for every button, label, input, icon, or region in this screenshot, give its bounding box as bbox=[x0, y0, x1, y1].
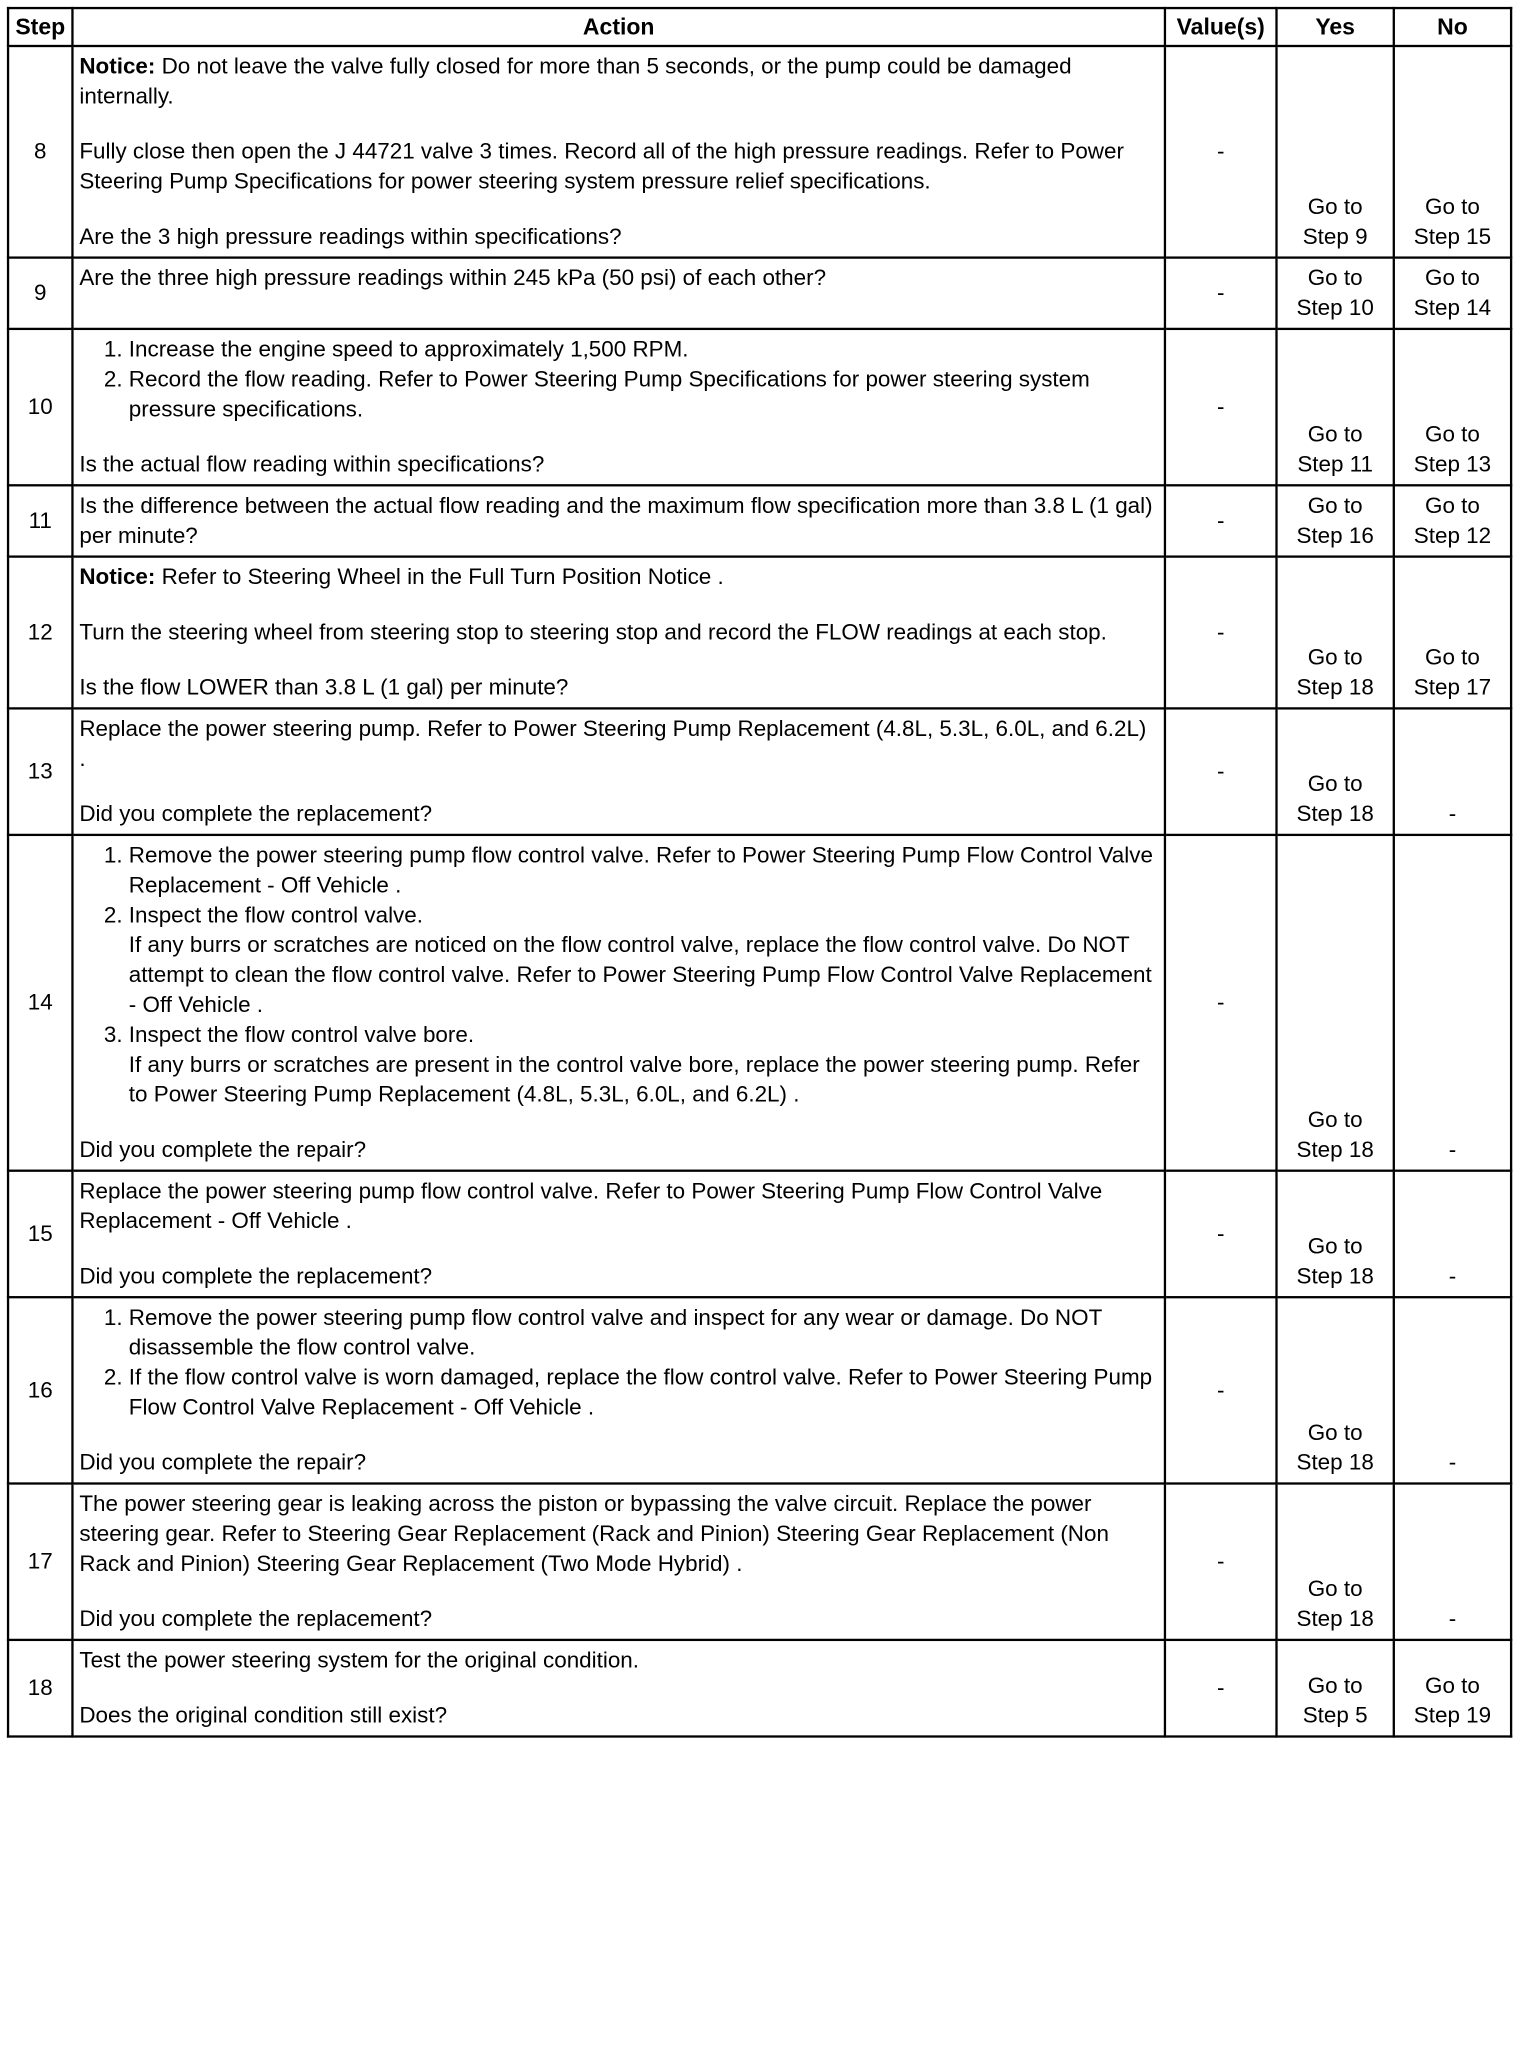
diagnostic-table bbox=[7, 7, 1512, 1738]
step-number: 8 bbox=[8, 46, 72, 258]
yes-go: Go to bbox=[1307, 1233, 1363, 1260]
yes-cell bbox=[1277, 329, 1394, 485]
value-cell: - bbox=[1165, 708, 1277, 835]
action-cell bbox=[72, 557, 1165, 709]
list-item: 1. Remove the power steering pump flow control valve and inspect for any wear or damage. Do NOT disassemble the flow control valve. bbox=[129, 1303, 1158, 1363]
no-step-link[interactable]: Step 19 bbox=[1413, 1703, 1492, 1729]
no-go: Go to bbox=[1425, 1673, 1480, 1699]
list-item: 1. Increase the engine speed to approximately 1,500 RPM. bbox=[129, 335, 1158, 365]
yes-go: Go to bbox=[1307, 1420, 1363, 1446]
action-question: Did you complete the repair? bbox=[79, 1450, 367, 1476]
yes-step-link[interactable]: Step 11 bbox=[1297, 451, 1373, 478]
value-cell: - bbox=[1165, 557, 1277, 709]
table-row bbox=[8, 708, 1511, 835]
value-cell: - bbox=[1165, 485, 1277, 556]
yes-cell bbox=[1277, 258, 1394, 329]
no-cell bbox=[1394, 485, 1511, 556]
yes-go: Go to bbox=[1307, 422, 1363, 448]
step-number: 17 bbox=[8, 1484, 72, 1640]
list-item-line: Inspect the flow control valve bore. bbox=[128, 1022, 475, 1048]
step-number: 13 bbox=[8, 708, 72, 835]
action-question: Is the flow LOWER than 3.8 L (1 gal) per minute? bbox=[79, 675, 569, 701]
step-number: 10 bbox=[8, 329, 72, 485]
value-cell: - bbox=[1165, 46, 1277, 258]
action-cell bbox=[72, 1640, 1165, 1737]
header-values: Value(s) bbox=[1165, 8, 1277, 46]
action-text: The power steering gear is leaking across the piston or bypassing the valve circuit. Replace the power steering gear. Refer to Steering Gear Replacement (Rack and Pinion) Steering Gear Replacement (Non Rack and Pinion) Steering Gear Replacement (Two Mode Hybrid) . bbox=[79, 1491, 1109, 1577]
value-cell: - bbox=[1165, 1640, 1277, 1737]
action-cell bbox=[72, 258, 1165, 329]
step-number: 9 bbox=[8, 258, 72, 329]
action-cell bbox=[72, 1171, 1165, 1298]
yes-cell bbox=[1277, 557, 1394, 709]
yes-go: Go to bbox=[1307, 493, 1363, 519]
action-question: Are the 3 high pressure readings within specifications? bbox=[79, 224, 622, 250]
header-row bbox=[8, 8, 1511, 46]
action-text: Turn the steering wheel from steering stop to steering stop and record the FLOW readings at each stop. bbox=[79, 619, 1107, 646]
no-cell bbox=[1394, 329, 1511, 485]
action-question: Did you complete the replacement? bbox=[79, 1606, 433, 1632]
header-step: Step bbox=[8, 8, 72, 46]
yes-step-link[interactable]: Step 18 bbox=[1296, 1263, 1374, 1290]
step-number: 11 bbox=[8, 485, 72, 556]
yes-go: Go to bbox=[1307, 645, 1363, 671]
yes-step-link[interactable]: Step 16 bbox=[1296, 523, 1374, 549]
notice-label: Notice: bbox=[79, 564, 156, 590]
yes-cell bbox=[1277, 46, 1394, 258]
yes-step-link[interactable]: Step 5 bbox=[1302, 1703, 1368, 1729]
no-cell: - bbox=[1394, 708, 1511, 835]
table-row bbox=[8, 557, 1511, 709]
step-number: 15 bbox=[8, 1171, 72, 1298]
action-question: Did you complete the replacement? bbox=[79, 801, 433, 827]
header-yes: Yes bbox=[1277, 8, 1394, 46]
no-step-link[interactable]: Step 13 bbox=[1413, 451, 1492, 478]
no-go: Go to bbox=[1425, 194, 1480, 220]
yes-go: Go to bbox=[1307, 1576, 1363, 1602]
step-number: 16 bbox=[8, 1297, 72, 1483]
step-number: 12 bbox=[8, 557, 72, 709]
yes-cell bbox=[1277, 485, 1394, 556]
value-cell: - bbox=[1165, 1484, 1277, 1640]
no-go: Go to bbox=[1425, 422, 1480, 448]
action-question: Is the actual flow reading within specifications? bbox=[79, 451, 545, 478]
header-no: No bbox=[1394, 8, 1511, 46]
action-text: Test the power steering system for the original condition. bbox=[79, 1647, 640, 1674]
action-list bbox=[79, 1303, 1158, 1423]
value-cell: - bbox=[1165, 329, 1277, 485]
no-go: Go to bbox=[1425, 493, 1480, 519]
action-question: Does the original condition still exist? bbox=[79, 1703, 448, 1729]
action-cell bbox=[72, 835, 1165, 1171]
yes-cell bbox=[1277, 708, 1394, 835]
action-cell bbox=[72, 1484, 1165, 1640]
table-row bbox=[8, 329, 1511, 485]
yes-step-link[interactable]: Step 10 bbox=[1296, 295, 1374, 321]
table-row bbox=[8, 1297, 1511, 1483]
yes-go: Go to bbox=[1307, 265, 1363, 291]
step-number: 18 bbox=[8, 1640, 72, 1737]
value-cell: - bbox=[1165, 1171, 1277, 1298]
notice bbox=[79, 562, 1158, 592]
list-item bbox=[129, 1020, 1158, 1110]
no-go: Go to bbox=[1425, 265, 1480, 291]
yes-step-link[interactable]: Step 18 bbox=[1296, 1450, 1374, 1476]
no-cell: - bbox=[1394, 1484, 1511, 1640]
no-step-link[interactable]: Step 15 bbox=[1413, 224, 1492, 250]
list-item-line: Inspect the flow control valve. bbox=[128, 902, 423, 929]
action-text: Replace the power steering pump. Refer to Power Steering Pump Replacement (4.8L, 5.3L, 6.0L, and 6.2L) . bbox=[79, 716, 1147, 772]
action-cell bbox=[72, 329, 1165, 485]
action-cell bbox=[72, 1297, 1165, 1483]
notice-text: Do not leave the valve fully closed for more than 5 seconds, or the pump could be damaged internally. bbox=[79, 54, 1072, 110]
no-cell: - bbox=[1394, 1171, 1511, 1298]
no-cell bbox=[1394, 557, 1511, 709]
action-list bbox=[79, 841, 1158, 1110]
action-question: Are the three high pressure readings within 245 kPa (50 psi) of each other? bbox=[79, 265, 827, 291]
no-step-link[interactable]: Step 12 bbox=[1413, 523, 1492, 549]
no-cell: - bbox=[1394, 1297, 1511, 1483]
yes-cell bbox=[1277, 1484, 1394, 1640]
action-question: Did you complete the replacement? bbox=[79, 1263, 433, 1290]
no-cell bbox=[1394, 258, 1511, 329]
table-row bbox=[8, 1171, 1511, 1298]
notice-text: Refer to Steering Wheel in the Full Turn Position Notice . bbox=[161, 564, 724, 590]
yes-cell bbox=[1277, 1297, 1394, 1483]
table-row bbox=[8, 46, 1511, 258]
yes-step-link[interactable]: Step 18 bbox=[1296, 1606, 1374, 1632]
header-action: Action bbox=[72, 8, 1165, 46]
action-question: Is the difference between the actual flow reading and the maximum flow specification more than 3.8 L (1 gal) per minute? bbox=[79, 493, 1153, 549]
no-cell: - bbox=[1394, 835, 1511, 1171]
action-list bbox=[79, 335, 1158, 425]
table-row bbox=[8, 1640, 1511, 1737]
yes-go: Go to bbox=[1307, 194, 1363, 220]
list-item-sub: If any burrs or scratches are noticed on the flow control valve, replace the flow control valve. Do NOT attempt to clean the flow control valve. Refer to Power Steering Pump Flow Control Valve Replacement - Off Vehicle . bbox=[128, 932, 1152, 1018]
no-step-link[interactable]: Step 14 bbox=[1413, 295, 1492, 321]
yes-cell bbox=[1277, 1171, 1394, 1298]
no-cell bbox=[1394, 46, 1511, 258]
value-cell: - bbox=[1165, 835, 1277, 1171]
list-item: 1. Remove the power steering pump flow control valve. Refer to Power Steering Pump Flow Control Valve Replacement - Off Vehicle . bbox=[129, 841, 1158, 901]
yes-step-link[interactable]: Step 18 bbox=[1296, 675, 1374, 701]
yes-cell bbox=[1277, 1640, 1394, 1737]
yes-cell bbox=[1277, 835, 1394, 1171]
table-row bbox=[8, 1484, 1511, 1640]
action-text: Replace the power steering pump flow control valve. Refer to Power Steering Pump Flow Control Valve Replacement - Off Vehicle . bbox=[79, 1178, 1103, 1234]
table-row bbox=[8, 835, 1511, 1171]
yes-step-link[interactable]: Step 18 bbox=[1296, 801, 1374, 827]
list-item: 2. If the flow control valve is worn damaged, replace the flow control valve. Refer to Power Steering Pump Flow Control Valve Replacement - Off Vehicle . bbox=[129, 1363, 1158, 1423]
no-go: Go to bbox=[1425, 645, 1480, 671]
no-cell bbox=[1394, 1640, 1511, 1737]
step-number: 14 bbox=[8, 835, 72, 1171]
yes-go: Go to bbox=[1307, 1107, 1363, 1133]
action-cell bbox=[72, 485, 1165, 556]
list-item bbox=[129, 900, 1158, 1020]
table-row bbox=[8, 258, 1511, 329]
value-cell: - bbox=[1165, 1297, 1277, 1483]
action-text: Fully close then open the J 44721 valve 3 times. Record all of the high pressure readings. Refer to Power Steering Pump Specifications for power steering system pressure relief specifications. bbox=[79, 139, 1124, 195]
yes-go: Go to bbox=[1307, 1673, 1363, 1699]
yes-step-link[interactable]: Step 9 bbox=[1302, 224, 1368, 250]
list-item: 2. Record the flow reading. Refer to Power Steering Pump Specifications for power steering system pressure specifications. bbox=[129, 365, 1158, 425]
list-item-sub: If any burrs or scratches are present in the control valve bore, replace the power steering pump. Refer to Power Steering Pump Replacement (4.8L, 5.3L, 6.0L, and 6.2L) . bbox=[128, 1052, 1140, 1108]
action-cell bbox=[72, 46, 1165, 258]
yes-go: Go to bbox=[1307, 771, 1363, 797]
no-step-link[interactable]: Step 17 bbox=[1413, 675, 1492, 701]
table-row bbox=[8, 485, 1511, 556]
value-cell: - bbox=[1165, 258, 1277, 329]
notice-label: Notice: bbox=[79, 54, 156, 80]
notice bbox=[79, 52, 1158, 112]
yes-step-link[interactable]: Step 18 bbox=[1296, 1137, 1374, 1163]
action-cell bbox=[72, 708, 1165, 835]
action-question: Did you complete the repair? bbox=[79, 1137, 367, 1163]
